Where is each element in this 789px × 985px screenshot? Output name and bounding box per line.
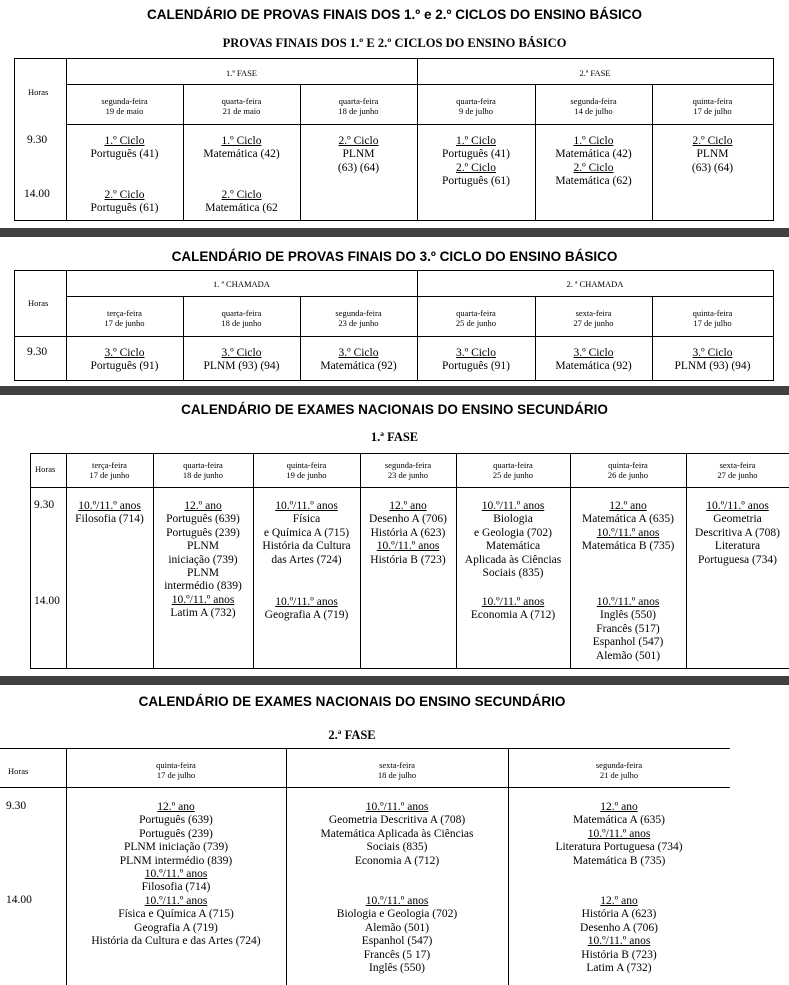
section1-subtitle: PROVAS FINAIS DOS 1.º E 2.º CICLOS DO ENSINO BÁSICO	[222, 36, 567, 50]
section1-title: CALENDÁRIO DE PROVAS FINAIS DOS 1.º e 2.º CICLOS DO ENSINO BÁSICO	[147, 7, 642, 22]
section2-title: CALENDÁRIO DE PROVAS FINAIS DO 3.º CICLO DO ENSINO BÁSICO	[171, 249, 618, 264]
time-label: 14.00	[34, 595, 60, 607]
section-divider	[0, 676, 789, 685]
exam-cell: 1.º Ciclo Matemática (42)	[203, 135, 280, 161]
day-header: segunda-feira 19 de maio	[101, 96, 148, 116]
exam-cell: 3.º Ciclo Matemática (92)	[320, 347, 397, 373]
day-header: sexta-feira 27 de junho	[717, 460, 758, 480]
exam-cell: 2.º Ciclo PLNM (63) (64)	[337, 135, 380, 174]
exam-cell: 12.º ano História A (623) Desenho A (706) 10.º/11.º anos História B (723) Latim A (732)	[580, 895, 658, 975]
phase-header: 1.ª FASE	[226, 68, 257, 78]
section-divider	[0, 228, 789, 237]
time-label: 9.30	[34, 499, 55, 511]
exam-cell: 10.º/11.º anos Geometria Descritiva A (708) Matemática Aplicada às Ciências Sociais (835) Economia A (712)	[320, 801, 474, 867]
horas-label: Horas	[28, 87, 49, 97]
day-header: quarta-feira 18 de junho	[221, 308, 262, 328]
section3-subtitle: 1.ª FASE	[370, 430, 419, 444]
day-header: quarta-feira 25 de junho	[492, 460, 534, 480]
exam-cell: 3.º Ciclo PLNM (93) (94)	[674, 347, 751, 373]
section-divider	[0, 386, 789, 395]
day-header: quarta-feira 18 de junho	[338, 96, 379, 116]
exam-cell: 10.º/11.º anos Geografia A (719)	[264, 596, 349, 622]
horas-label: Horas	[28, 298, 49, 308]
exam-cell: 2.º Ciclo PLNM (63) (64)	[691, 135, 734, 174]
time-label: 9.30	[27, 346, 48, 358]
exam-cell: 10.º/11.º anos Biologia e Geologia (702) Alemão (501) Espanhol (547) Francês (5 17) Inglês (550)	[336, 895, 458, 975]
exam-cell: 1.º Ciclo Português (41)	[90, 135, 159, 161]
call-header: 1. ª CHAMADA	[213, 279, 270, 289]
day-header: quarta-feira 25 de junho	[455, 308, 497, 328]
day-header: quinta-feira 17 de julho	[692, 96, 733, 116]
horas-label: Horas	[8, 766, 29, 776]
day-header: segunda-feira 23 de junho	[335, 308, 382, 328]
day-header: quarta-feira 21 de maio	[221, 96, 262, 116]
exam-cell: 12.º ano Português (639) Português (239) PLNM iniciação (739) PLNM intermédio (839) 10.º/11.º anos Filosofia (714) 10.º/11.º anos Física e Química A (715) Geografia A (719) História da Cultura e das Artes (724)	[91, 801, 261, 948]
exam-cell: 3.º Ciclo PLNM (93) (94)	[203, 347, 280, 373]
day-header: segunda-feira 14 de julho	[570, 96, 617, 116]
day-header: terça-feira 17 de junho	[104, 308, 145, 328]
exam-cell: 12.º ano Matemática A (635) 10.º/11.º anos Literatura Portuguesa (734) Matemática B (735)	[555, 801, 683, 867]
day-header: segunda-feira 23 de junho	[384, 460, 432, 480]
day-header: segunda-feira 21 de julho	[595, 760, 643, 780]
day-header: quinta-feira 17 de julho	[156, 760, 196, 780]
exam-cell: 1.º Ciclo Matemática (42) 2.º Ciclo Matemática (62)	[555, 135, 632, 188]
day-header: sexta-feira 18 de julho	[377, 760, 417, 780]
exam-cell: 12.º ano Português (639) Português (239) PLNM iniciação (739) PLNM intermédio (839) 10.º/11.º anos Latim A (732)	[164, 500, 242, 620]
exam-cell: 2.º Ciclo Matemática (62	[205, 189, 278, 215]
exam-cell: 3.º Ciclo Matemática (92)	[555, 347, 632, 373]
day-header: sexta-feira 27 de junho	[573, 308, 614, 328]
time-label: 9.30	[27, 134, 48, 146]
call-header: 2. ª CHAMADA	[566, 279, 624, 289]
time-label: 14.00	[24, 188, 50, 200]
exam-cell: 1.º Ciclo Português (41) 2.º Ciclo Português (61)	[441, 135, 511, 188]
exam-cell: 12.º ano Matemática A (635) 10.º/11.º anos Matemática B (735)	[581, 500, 675, 553]
exam-cell: 10.º/11.º anos Filosofia (714)	[75, 500, 144, 526]
exam-cell: 12.º ano Desenho A (706) História A (623) 10.º/11.º anos História B (723)	[369, 500, 447, 566]
section4-subtitle: 2.ª FASE	[328, 728, 376, 742]
exam-cell: 3.º Ciclo Português (91)	[90, 347, 159, 373]
phase-header: 2.ª FASE	[579, 68, 611, 78]
section3-title: CALENDÁRIO DE EXAMES NACIONAIS DO ENSINO SECUNDÁRIO	[181, 402, 608, 417]
section4-title: CALENDÁRIO DE EXAMES NACIONAIS DO ENSINO SECUNDÁRIO	[138, 694, 566, 709]
day-header: quinta-feira 19 de junho	[286, 460, 327, 480]
day-header: quinta-feira 17 de julho	[692, 308, 733, 328]
exam-cell: 10.º/11.º anos Inglês (550) Francês (517) Espanhol (547) Alemão (501)	[592, 596, 664, 662]
time-label: 14.00	[6, 894, 32, 906]
exam-cell: 3.º Ciclo Português (91)	[441, 347, 511, 373]
horas-label: Horas	[35, 464, 56, 474]
day-header: quarta-feira 9 de julho	[456, 96, 496, 116]
exam-cell: 10.º/11.º anos Economia A (712)	[470, 596, 556, 622]
exam-cell: 10.º/11.º anos Física e Química A (715) História da Cultura das Artes (724)	[262, 500, 351, 566]
time-label: 9.30	[6, 800, 27, 812]
exam-cell: 10.º/11.º anos Geometria Descritiva A (708) Literatura Portuguesa (734)	[695, 500, 780, 566]
day-header: quarta-feira 18 de junho	[182, 460, 224, 480]
day-header: terça-feira 17 de junho	[89, 460, 130, 480]
exam-cell: 10.º/11.º anos Biologia e Geologia (702) Matemática Aplicada às Ciências Sociais (835)	[464, 500, 562, 580]
day-header: quinta-feira 26 de junho	[607, 460, 649, 480]
exam-cell: 2.º Ciclo Português (61)	[90, 189, 159, 215]
